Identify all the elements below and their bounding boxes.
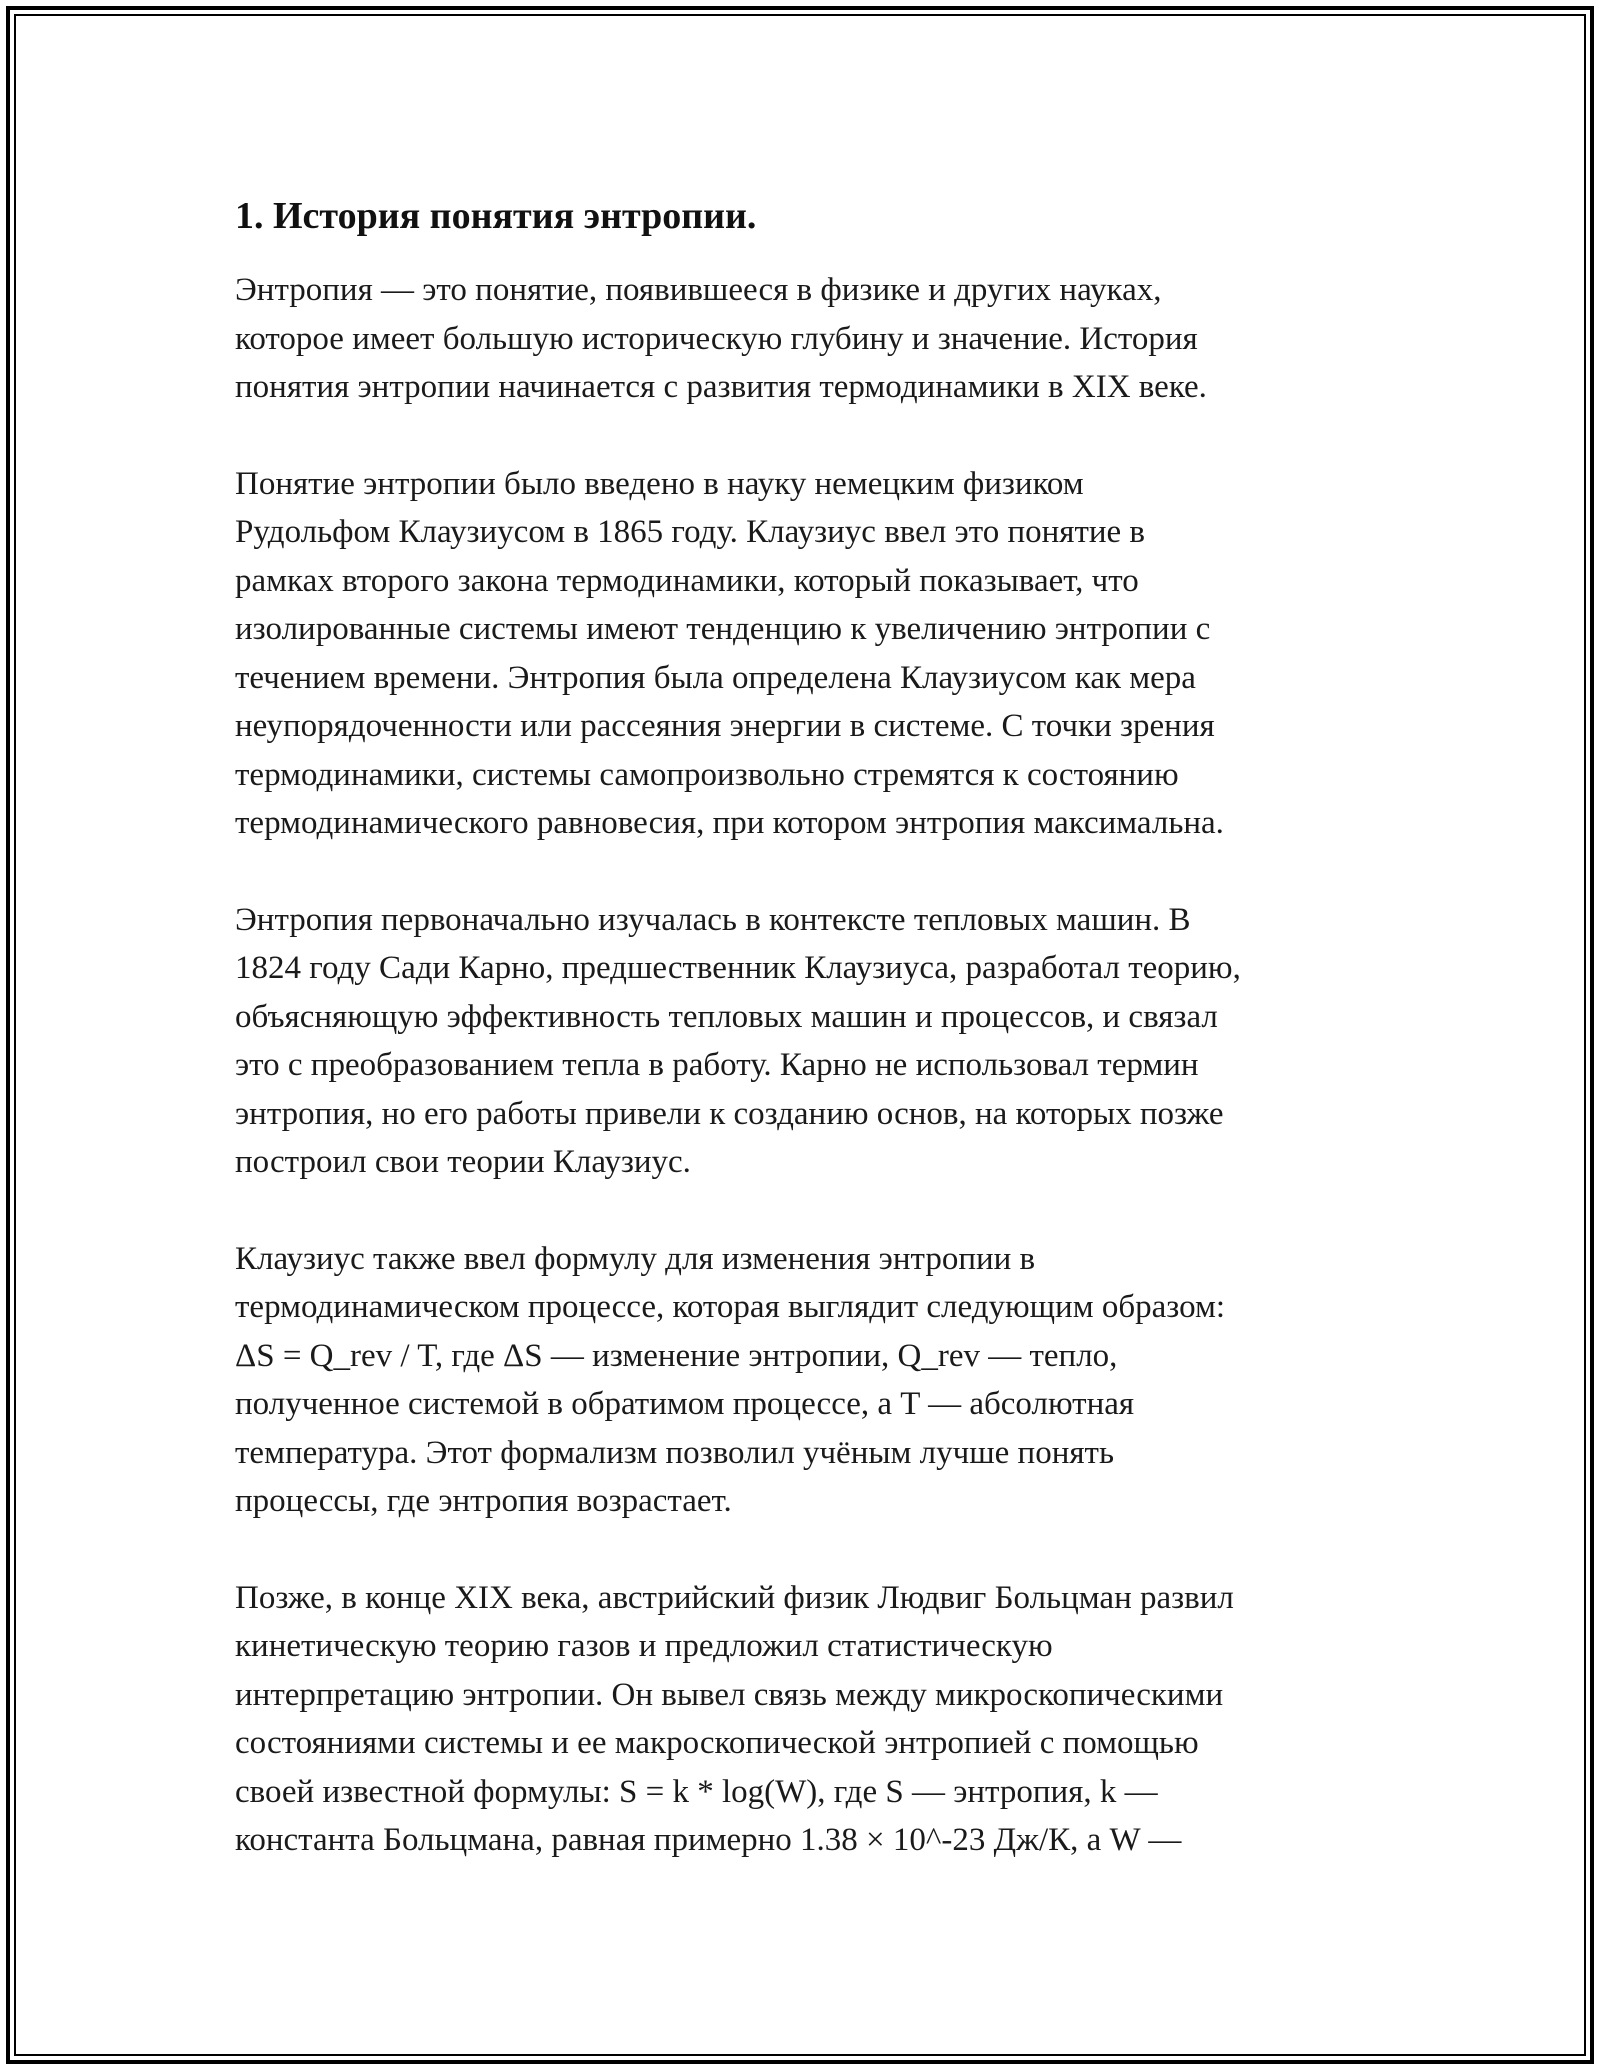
section-heading: 1. История понятия энтропии. [235, 195, 757, 237]
document-page [235, 190, 1395, 1913]
paragraph-carnot: Энтропия первоначально изучалась в контексте тепловых машин. В 1824 году Сади Карно, предшественник Клаузиуса, разработал теорию, объясняющую эффективность тепловых машин и процессов, и связал это с преобразованием тепла в работу. Карно не использовал термин энтропия, но его работы привели к созданию основ, на которых позже построил свои теории Клаузиус. [235, 901, 1241, 1180]
paragraph-boltzmann: Позже, в конце XIX века, австрийский физик Людвиг Больцман развил кинетическую теорию газов и предложил статистическую интерпретацию энтропии. Он вывел связь между микроскопическими состояниями системы и ее макроскопической энтропией с помощью своей известной формулы: S = k * log(W), где S — энтропия, k — константа Больцмана, равная примерно 1.38 × 10^-23 Дж/К, а W — [235, 1579, 1234, 1858]
paragraph-intro: Энтропия — это понятие, появившееся в физике и других науках, которое имеет большую историческую глубину и значение. История понятия энтропии начинается с развития термодинамики в XIX веке. [235, 272, 1207, 405]
paragraph-clausius: Понятие энтропии было введено в науку немецким физиком Рудольфом Клаузиусом в 1865 году. Клаузиус ввел это понятие в рамках второго закона термодинамики, который показывает, что изолированные системы имеют тенденцию к увеличению энтропии с течением времени. Энтропия была определена Клаузиусом как мера неупорядоченности или рассеяния энергии в системе. С точки зрения термодинамики, системы самопроизвольно стремятся к состоянию термодинамического равновесия, при котором энтропия максимальна. [235, 465, 1224, 841]
paragraph-formula: Клаузиус также ввел формулу для изменения энтропии в термодинамическом процессе, которая выглядит следующим образом: ΔS = Q_rev / T, где ΔS — изменение энтропии, Q_rev — тепло, полученное системой в обратимом процессе, а T — абсолютная температура. Этот формализм позволил учёным лучше понять процессы, где энтропия возрастает. [235, 1240, 1226, 1519]
